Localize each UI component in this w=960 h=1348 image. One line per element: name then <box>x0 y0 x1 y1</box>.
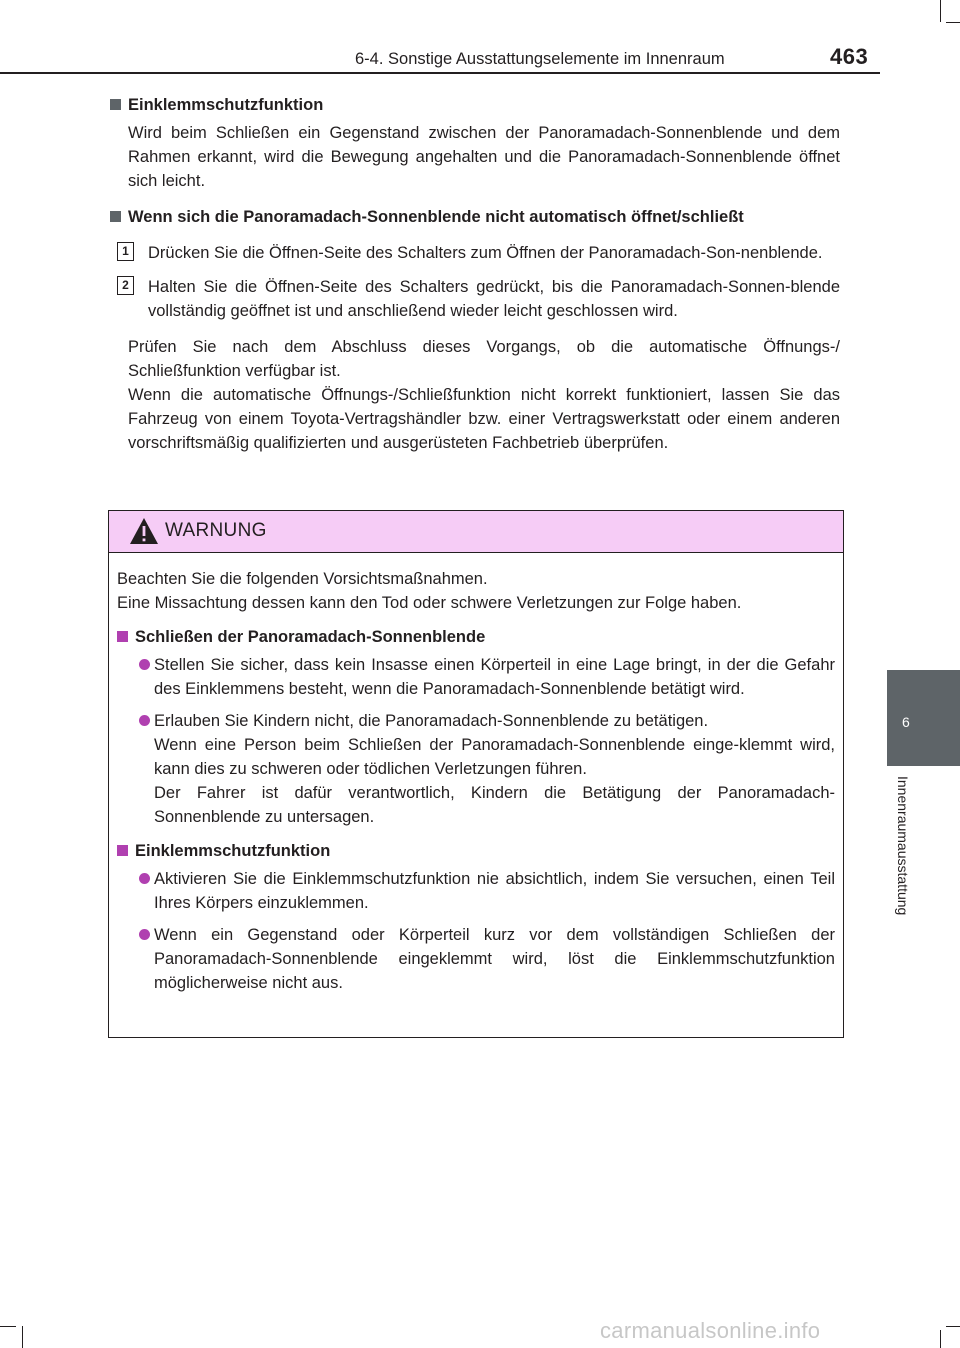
step-number: 1 <box>117 242 134 261</box>
square-bullet-icon <box>117 631 128 642</box>
warning-bullet: Wenn ein Gegenstand oder Körperteil kurz vor dem vollständigen Schließen der Panoramadach-Sonnenblende eingeklemmt wird, löst die Einklemmschutzfunktion möglicherweise nicht aus. <box>117 923 835 995</box>
crop-mark <box>0 1326 16 1327</box>
step-number: 2 <box>117 276 134 295</box>
round-bullet-icon <box>139 715 150 726</box>
chapter-title: Innenraumausstattung <box>895 776 911 916</box>
round-bullet-icon <box>139 659 150 670</box>
watermark: carmanualsonline.info <box>600 1318 821 1343</box>
warning-box <box>108 510 844 1038</box>
crop-mark <box>22 1326 23 1348</box>
warning-intro: Eine Missachtung dessen kann den Tod oder schwere Verletzungen zur Folge haben. <box>117 594 742 612</box>
warning-subheading: Schließen der Panoramadach-Sonnenblende <box>117 625 835 649</box>
chapter-tab <box>887 670 960 766</box>
crop-mark <box>940 1330 941 1348</box>
square-bullet-icon <box>110 99 121 110</box>
step-text: Halten Sie die Öffnen-Seite des Schalters gedrückt, bis die Panoramadach-Sonnen-blende vollständig geöffnet ist und anschließend wieder leicht geschlossen wird. <box>148 278 840 320</box>
section-heading: Einklemmschutzfunktion <box>110 93 840 117</box>
step-text: Drücken Sie die Öffnen-Seite des Schalters zum Öffnen der Panoramadach-Son-nenblende. <box>148 244 823 262</box>
step-item <box>122 275 840 323</box>
warning-body <box>109 553 843 995</box>
main-content <box>110 93 840 463</box>
header-rule <box>0 72 880 74</box>
paragraph: Wird beim Schließen ein Gegenstand zwischen der Panoramadach-Sonnenblende und dem Rahmen erkannt, wird die Bewegung angehalten und die Panoramadach-Sonnenblende öffnet sich leicht. <box>128 124 840 190</box>
round-bullet-icon <box>139 929 150 940</box>
crop-mark <box>946 22 960 23</box>
paragraph: Wenn die automatische Öffnungs-/Schließfunktion nicht korrekt funktioniert, lassen Sie das Fahrzeug von einem Toyota-Vertragshändler bzw. einer Vertragswerkstatt oder einem anderen vorschriftsmäßig qualifizierten und ausgerüsteten Fachbetrieb überprüfen. <box>128 386 840 452</box>
warning-bullet: Aktivieren Sie die Einklemmschutzfunktion nie absichtlich, indem Sie versuchen, einen Teil Ihres Körpers einzuklemmen. <box>117 867 835 915</box>
warning-subheading: Einklemmschutzfunktion <box>117 839 835 863</box>
warning-bullet: Stellen Sie sicher, dass kein Insasse einen Körperteil in eine Lage bringt, in der die Gefahr des Einklemmens besteht, wenn die Panoramadach-Sonnenblende betätigt wird. <box>117 653 835 701</box>
section-header: 6-4. Sonstige Ausstattungselemente im Innenraum <box>355 50 725 68</box>
round-bullet-icon <box>139 873 150 884</box>
square-bullet-icon <box>110 211 121 222</box>
square-bullet-icon <box>117 845 128 856</box>
crop-mark <box>940 0 941 22</box>
warning-header <box>109 511 843 553</box>
section-heading: Wenn sich die Panoramadach-Sonnenblende nicht automatisch öffnet/schließt <box>110 205 840 229</box>
page-number: 463 <box>830 44 869 69</box>
warning-intro: Beachten Sie die folgenden Vorsichtsmaßnahmen. <box>117 570 488 588</box>
warning-triangle-icon <box>129 517 159 545</box>
crop-mark <box>946 1326 960 1327</box>
paragraph: Prüfen Sie nach dem Abschluss dieses Vorgangs, ob die automatische Öffnungs-/ Schließfunktion verfügbar ist. <box>128 338 840 380</box>
warning-bullet: Erlauben Sie Kindern nicht, die Panoramadach-Sonnenblende zu betätigen. Wenn eine Person beim Schließen der Panoramadach-Sonnenblende einge-klemmt wird, kann dies zu schweren oder tödlichen Verletzungen führen. Der Fahrer ist dafür verantwortlich, Kindern die Betätigung der Panoramadach-Sonnenblende zu untersagen. <box>117 709 835 829</box>
chapter-number: 6 <box>902 714 910 730</box>
step-item <box>122 241 840 265</box>
warning-title: WARNUNG <box>165 520 267 541</box>
